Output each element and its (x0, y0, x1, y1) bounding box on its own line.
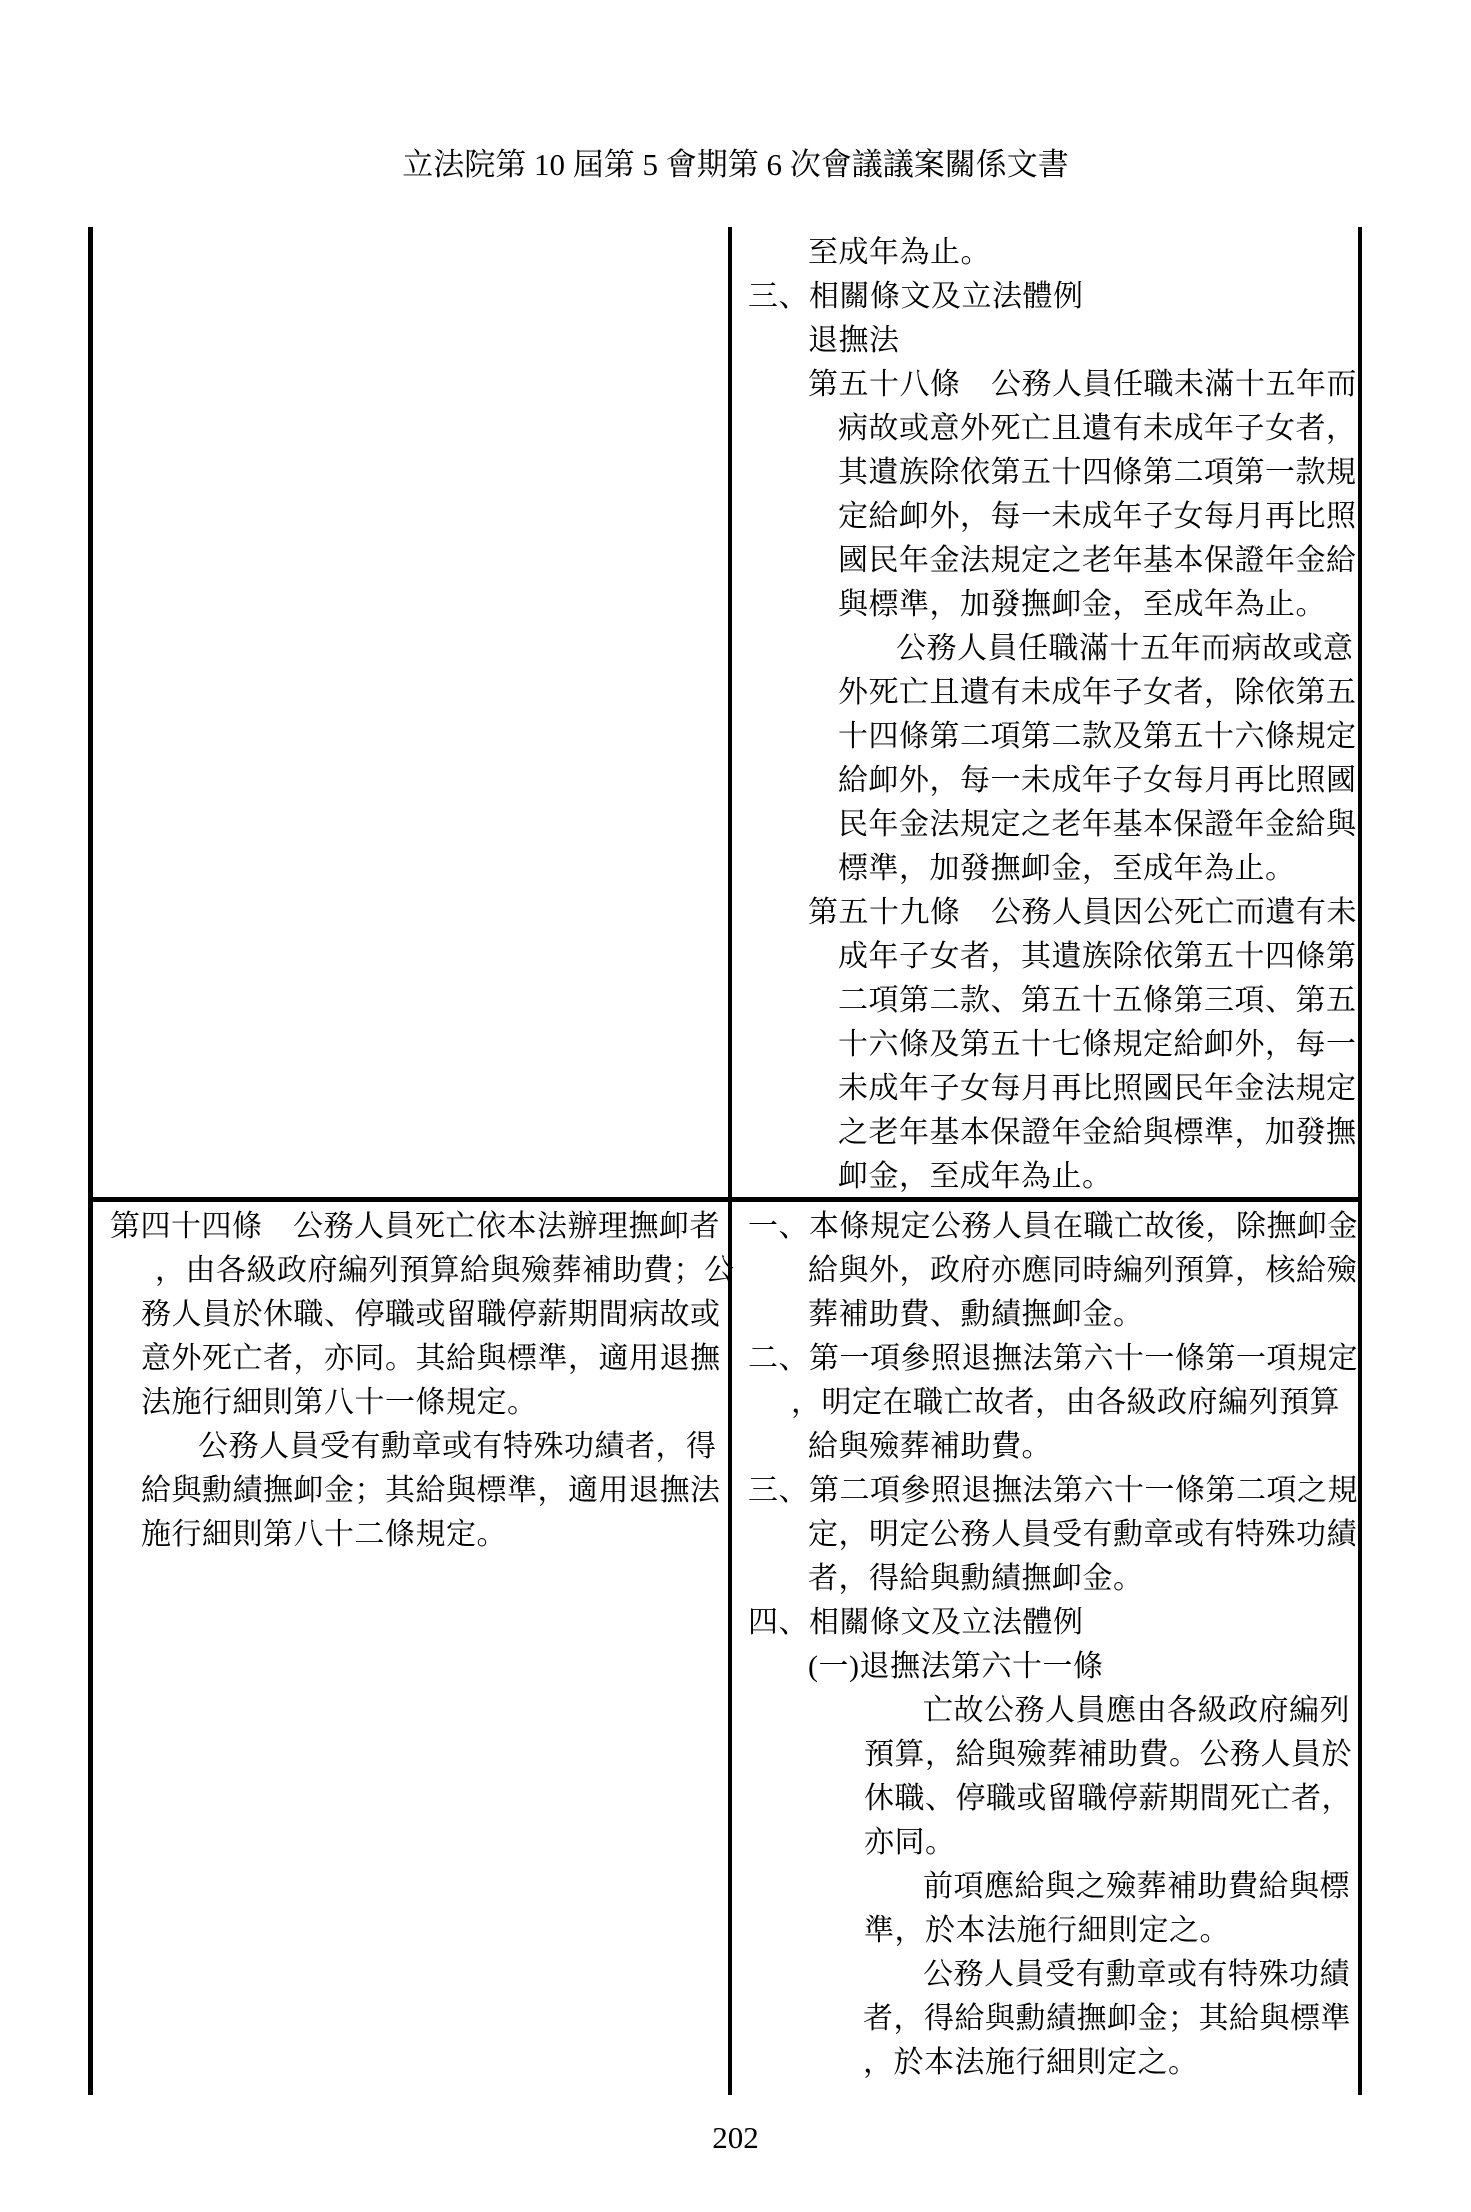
text-line: 務人員於休職、停職或留職停薪期間病故或 (141, 1298, 721, 1331)
text-line: 標準，加發撫卹金，至成年為止。 (838, 852, 1296, 885)
text-line: 給與勳績撫卹金；其給與標準，適用退撫法 (141, 1474, 721, 1507)
text-line: 亡故公務人員應由各級政府編列 (923, 1694, 1350, 1727)
text-line: 卹金，至成年為止。 (838, 1160, 1113, 1193)
text-line: 未成年子女每月再比照國民年金法規定 (838, 1072, 1357, 1105)
table-border-left (88, 227, 93, 2095)
text-line: 意外死亡者，亦同。其給與標準，適用退撫 (141, 1342, 721, 1375)
table-cell-bottom-left-article (110, 1205, 735, 2085)
text-line: 退撫法 (808, 324, 900, 357)
text-line: 二、第一項參照退撫法第六十一條第一項規定 (748, 1342, 1358, 1375)
table-cell-top-left-article (110, 231, 710, 1193)
table-column-divider (728, 227, 732, 2095)
text-line: 三、第二項參照退撫法第六十一條第二項之規 (748, 1474, 1358, 1507)
text-line: 十四條第二項第二款及第五十六條規定 (838, 720, 1357, 753)
text-line: 之老年基本保證年金給與標準，加發撫 (838, 1116, 1357, 1149)
text-line: 休職、停職或留職停薪期間死亡者， (864, 1782, 1352, 1815)
page-number: 202 (712, 2120, 759, 2155)
text-line: ，明定在職亡故者，由各級政府編列預算 (791, 1386, 1340, 1419)
text-line: 者，得給與勳績撫卹金。 (808, 1562, 1144, 1595)
text-line: 法施行細則第八十一條規定。 (141, 1386, 538, 1419)
text-line: 葬補助費、勳績撫卹金。 (808, 1298, 1144, 1331)
text-line: 十六條及第五十七條規定給卹外，每一 (838, 1028, 1357, 1061)
text-line: 病故或意外死亡且遺有未成年子女者， (838, 412, 1357, 445)
table-cell-top-right-explanation (748, 231, 1358, 1199)
text-line: 至成年為止。 (808, 236, 991, 269)
text-line: 公務人員受有勳章或有特殊功績者，得 (198, 1430, 717, 1463)
text-line: 公務人員任職滿十五年而病故或意 (896, 632, 1354, 665)
text-line: 給卹外，每一未成年子女每月再比照國 (838, 764, 1357, 797)
text-line: 四、相關條文及立法體例 (748, 1606, 1084, 1639)
text-line: ，於本法施行細則定之。 (863, 2046, 1199, 2079)
text-line: 亦同。 (864, 1826, 956, 1859)
text-line: 準，於本法施行細則定之。 (864, 1914, 1230, 1947)
text-line: 成年子女者，其遺族除依第五十四條第 (838, 940, 1357, 973)
text-line: 者，得給與勳績撫卹金；其給與標準 (863, 2002, 1351, 2035)
table-cell-bottom-right-explanation (748, 1205, 1358, 2085)
text-line: 一、本條規定公務人員在職亡故後，除撫卹金 (748, 1210, 1358, 1243)
text-line: 給與殮葬補助費。 (808, 1430, 1052, 1463)
text-line: (一)退撫法第六十一條 (808, 1650, 1104, 1683)
text-line: 第五十八條 公務人員任職未滿十五年而 (808, 368, 1357, 401)
table-border-right (1358, 227, 1362, 2095)
text-line: ，由各級政府編列預算給與殮葬補助費；公 (155, 1254, 735, 1287)
text-line: 第四十四條 公務人員死亡依本法辦理撫卹者 (110, 1210, 720, 1243)
text-line: 三、相關條文及立法體例 (748, 280, 1084, 313)
text-line: 第五十九條 公務人員因公死亡而遺有未 (808, 896, 1357, 929)
text-line: 與標準，加發撫卹金，至成年為止。 (838, 588, 1326, 621)
text-line: 前項應給與之殮葬補助費給與標 (923, 1870, 1350, 1903)
text-line: 二項第二款、第五十五條第三項、第五 (838, 984, 1357, 1017)
document-header-title: 立法院第 10 屆第 5 會期第 6 次會議議案關係文書 (402, 147, 1069, 182)
text-line: 國民年金法規定之老年基本保證年金給 (838, 544, 1357, 577)
text-line: 外死亡且遺有未成年子女者，除依第五 (838, 676, 1357, 709)
text-line: 給與外，政府亦應同時編列預算，核給殮 (808, 1254, 1357, 1287)
text-line: 預算，給與殮葬補助費。公務人員於 (864, 1738, 1352, 1771)
text-line: 公務人員受有勳章或有特殊功績 (923, 1958, 1350, 1991)
text-line: 施行細則第八十二條規定。 (141, 1518, 507, 1551)
text-line: 民年金法規定之老年基本保證年金給與 (838, 808, 1357, 841)
text-line: 定給卹外，每一未成年子女每月再比照 (838, 500, 1357, 533)
text-line: 其遺族除依第五十四條第二項第一款規 (838, 456, 1357, 489)
text-line: 定，明定公務人員受有勳章或有特殊功績 (808, 1518, 1357, 1551)
